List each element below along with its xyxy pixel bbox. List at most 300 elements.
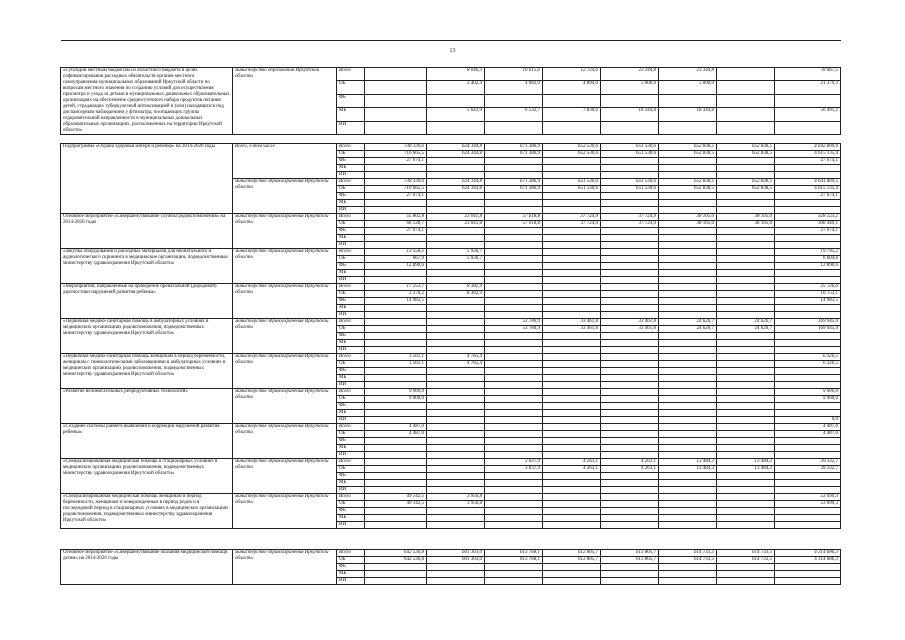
year-value-cell [717, 298, 775, 305]
funding-source-cell: МБ [337, 340, 365, 347]
year-value-cell: 3 837,9 [485, 459, 543, 466]
year-value-cell [365, 438, 427, 445]
year-value-cell [543, 389, 601, 396]
year-value-cell [717, 508, 775, 515]
year-value-cell [427, 459, 485, 466]
year-value-cell [365, 326, 427, 333]
year-value-cell [659, 452, 717, 459]
total-value-cell: 25 736,6 [775, 284, 841, 291]
year-value-cell [427, 319, 485, 326]
year-value-cell [427, 368, 485, 375]
year-value-cell [717, 480, 775, 487]
funding-source-cell: ИИ [337, 172, 365, 179]
year-value-cell [601, 207, 659, 214]
year-value-cell [717, 361, 775, 368]
year-value-cell [717, 249, 775, 256]
year-value-cell [659, 375, 717, 382]
executor-cell: министерство здравоохранения Иркутской области [233, 319, 337, 354]
year-value-cell [427, 263, 485, 270]
year-value-cell [717, 277, 775, 284]
measure-name-cell: Подпрограмма «Охрана здоровья матери и ребенка» на 2014-2020 годы [61, 144, 233, 214]
year-value-cell [485, 333, 543, 340]
funding-source-cell: ИИ [337, 382, 365, 389]
year-value-cell: 612 805,7 [543, 557, 601, 564]
year-value-cell [717, 473, 775, 480]
year-value-cell [485, 382, 543, 389]
year-value-cell [717, 270, 775, 277]
year-value-cell: 4 263,1 [601, 459, 659, 466]
year-value-cell [365, 564, 427, 571]
total-value-cell: 4 642 809,9 [775, 144, 841, 151]
total-value-cell [775, 172, 841, 179]
year-value-cell [365, 305, 427, 312]
funding-source-cell: ОБ [337, 361, 365, 368]
year-value-cell [659, 242, 717, 249]
executor-cell: министерство здравоохранения Иркутской области [233, 214, 337, 249]
year-value-cell: 24 620,7 [717, 326, 775, 333]
year-value-cell [543, 571, 601, 578]
year-value-cell [717, 347, 775, 354]
year-value-cell: 13 484,3 [659, 459, 717, 466]
total-value-cell [775, 347, 841, 354]
year-value-cell [717, 494, 775, 501]
total-value-cell: 39 332,7 [775, 459, 841, 466]
year-value-cell [485, 298, 543, 305]
year-value-cell: 624 344,8 [427, 151, 485, 158]
total-value-cell: 9 900,0 [775, 389, 841, 396]
year-value-cell [601, 284, 659, 291]
year-value-cell [543, 242, 601, 249]
year-value-cell [659, 431, 717, 438]
funding-source-cell: МБ [337, 571, 365, 578]
year-value-cell: 651 530,6 [601, 179, 659, 186]
year-value-cell [427, 452, 485, 459]
year-value-cell [659, 417, 717, 424]
year-value-cell [427, 312, 485, 319]
year-value-cell [659, 424, 717, 431]
year-value-cell: 23 041,8 [427, 221, 485, 228]
year-value-cell [485, 172, 543, 179]
year-value-cell: 1 561,1 [365, 361, 427, 368]
year-value-cell [717, 501, 775, 508]
budget-table [60, 40, 841, 585]
year-value-cell: 13 484,3 [659, 466, 717, 473]
year-value-cell [717, 263, 775, 270]
year-value-cell [485, 121, 543, 134]
total-value-cell [775, 200, 841, 207]
year-value-cell [601, 158, 659, 165]
year-value-cell: 710 665,5 [365, 186, 427, 193]
funding-source-cell: Всего [337, 179, 365, 186]
year-value-cell: 12 890,6 [365, 263, 427, 270]
year-value-cell [485, 389, 543, 396]
year-value-cell: 601 303,0 [427, 550, 485, 557]
year-value-cell [601, 263, 659, 270]
year-value-cell [427, 333, 485, 340]
year-value-cell [601, 382, 659, 389]
measure-name-cell: «Первичная медико-санитарная помощь женщинам в период беременности, женщинам с гинекологическими заболеваниями в амбулаторных условиях в медицинских организациях родовспоможения, подведомственных министерству здравоохранения Иркутской области» [61, 354, 233, 389]
funding-source-cell: ИИ [337, 207, 365, 214]
total-value-cell [775, 333, 841, 340]
year-value-cell [717, 487, 775, 494]
year-value-cell [365, 277, 427, 284]
year-value-cell [485, 571, 543, 578]
total-value-cell [775, 277, 841, 284]
year-value-cell: 9 900,0 [365, 396, 427, 403]
year-value-cell [485, 305, 543, 312]
year-value-cell: 651 530,6 [543, 179, 601, 186]
year-value-cell: 3 837,9 [485, 466, 543, 473]
year-value-cell: 613 805,7 [601, 557, 659, 564]
year-value-cell: 37 724,9 [601, 214, 659, 221]
year-value-cell [601, 347, 659, 354]
year-value-cell [427, 172, 485, 179]
year-value-cell [427, 193, 485, 200]
year-value-cell [427, 277, 485, 284]
year-value-cell [543, 207, 601, 214]
year-value-cell [601, 298, 659, 305]
year-value-cell [543, 193, 601, 200]
year-value-cell [659, 340, 717, 347]
year-value-cell [659, 564, 717, 571]
year-value-cell [365, 417, 427, 424]
year-value-cell: 652 838,5 [717, 144, 775, 151]
year-value-cell [717, 172, 775, 179]
funding-source-cell: ОБ [337, 557, 365, 564]
year-value-cell [543, 284, 601, 291]
year-value-cell [659, 291, 717, 298]
year-value-cell: 624 344,8 [427, 144, 485, 151]
total-value-cell [775, 382, 841, 389]
total-value-cell [775, 445, 841, 452]
year-value-cell [543, 494, 601, 501]
total-value-cell [775, 242, 841, 249]
total-value-cell [775, 571, 841, 578]
year-value-cell: 17 253,7 [365, 284, 427, 291]
year-value-cell [717, 417, 775, 424]
year-value-cell [427, 326, 485, 333]
year-value-cell [543, 235, 601, 242]
year-value-cell [659, 228, 717, 235]
year-value-cell [601, 94, 659, 107]
year-value-cell: 652 838,5 [659, 179, 717, 186]
year-value-cell [427, 382, 485, 389]
year-value-cell [485, 403, 543, 410]
year-value-cell [543, 417, 601, 424]
total-value-cell: 4 487,0 [775, 431, 841, 438]
year-value-cell [485, 410, 543, 417]
year-value-cell [601, 312, 659, 319]
funding-source-cell: Всего [337, 459, 365, 466]
total-value-cell [775, 94, 841, 107]
year-value-cell: 12 724,6 [543, 68, 601, 81]
year-value-cell [485, 438, 543, 445]
year-value-cell [427, 340, 485, 347]
year-value-cell [365, 403, 427, 410]
funding-source-cell: ОБ [337, 256, 365, 263]
year-value-cell: 667,9 [365, 256, 427, 263]
year-value-cell [427, 396, 485, 403]
executor-cell: министерство здравоохранения Иркутской области [233, 179, 337, 214]
table-row [61, 459, 841, 466]
year-value-cell [485, 522, 543, 529]
year-value-cell [601, 333, 659, 340]
year-value-cell: 38 105,0 [717, 221, 775, 228]
year-value-cell [365, 382, 427, 389]
total-value-cell [775, 235, 841, 242]
year-value-cell: 9 900,0 [365, 389, 427, 396]
total-value-cell [775, 403, 841, 410]
year-value-cell [659, 480, 717, 487]
year-value-cell [659, 235, 717, 242]
year-value-cell [717, 578, 775, 585]
year-value-cell [601, 277, 659, 284]
total-value-cell: 169 945,9 [775, 326, 841, 333]
year-value-cell: 642 536,8 [365, 557, 427, 564]
year-value-cell [485, 235, 543, 242]
year-value-cell: 8 046,3 [427, 68, 485, 81]
year-value-cell [427, 417, 485, 424]
year-value-cell [543, 361, 601, 368]
funding-source-cell: МБ [337, 200, 365, 207]
funding-source-cell: ИИ [337, 578, 365, 585]
year-value-cell [717, 445, 775, 452]
year-value-cell [601, 564, 659, 571]
year-value-cell: 24 620,7 [659, 326, 717, 333]
year-value-cell: 738 339,6 [365, 144, 427, 151]
year-value-cell: 33 461,8 [601, 326, 659, 333]
year-value-cell [427, 480, 485, 487]
spacer-cell [61, 41, 841, 68]
year-value-cell: 27 674,1 [365, 193, 427, 200]
year-value-cell [601, 256, 659, 263]
year-value-cell [601, 291, 659, 298]
year-value-cell: 671 386,9 [485, 179, 543, 186]
year-value-cell [365, 473, 427, 480]
year-value-cell [717, 452, 775, 459]
year-value-cell: 23 344,8 [659, 68, 717, 81]
year-value-cell [427, 228, 485, 235]
year-value-cell [717, 382, 775, 389]
year-value-cell [543, 291, 601, 298]
year-value-cell: 18 344,8 [659, 108, 717, 121]
executor-cell: министерство здравоохранения Иркутской области [233, 550, 337, 585]
year-value-cell: 651 530,6 [601, 186, 659, 193]
funding-source-cell: ИИ [337, 312, 365, 319]
total-value-cell [775, 564, 841, 571]
year-value-cell: 651 530,6 [601, 144, 659, 151]
year-value-cell [365, 480, 427, 487]
year-value-cell: 23 344,8 [601, 68, 659, 81]
measure-name-cell: «Развитие вспомогательных репродуктивных технологий» [61, 389, 233, 424]
year-value-cell [659, 571, 717, 578]
year-value-cell: 27 674,1 [365, 158, 427, 165]
year-value-cell: 601 303,0 [427, 557, 485, 564]
year-value-cell [717, 108, 775, 121]
year-value-cell [659, 312, 717, 319]
year-value-cell [659, 249, 717, 256]
funding-source-cell: ОБ [337, 221, 365, 228]
year-value-cell: 614 733,5 [717, 557, 775, 564]
year-value-cell: 2 370,2 [365, 291, 427, 298]
year-value-cell: 4 263,1 [601, 466, 659, 473]
funding-source-cell: ОБ [337, 431, 365, 438]
year-value-cell: 13 484,3 [717, 459, 775, 466]
year-value-cell: 53 780,9 [485, 319, 543, 326]
year-value-cell [601, 571, 659, 578]
year-value-cell: 24 620,7 [659, 319, 717, 326]
year-value-cell [659, 522, 717, 529]
funding-source-cell: ФБ [337, 473, 365, 480]
total-value-cell: 39 332,7 [775, 466, 841, 473]
funding-source-cell: ОБ [337, 186, 365, 193]
year-value-cell [601, 172, 659, 179]
year-value-cell [543, 508, 601, 515]
year-value-cell [485, 165, 543, 172]
year-value-cell: 652 838,5 [659, 186, 717, 193]
year-value-cell [659, 200, 717, 207]
year-value-cell [365, 235, 427, 242]
measure-name-cell: «Субсидии местным бюджетам из областного бюджета в целях софинансирования расходных обязательств органов местного самоуправления муниципальных образований Иркутской области по вопросам местного значения по созданию условий для осуществления присмотра и ухода за детьми в муниципальных дошкольных образовательных организациях на обеспечение среднесуточного набора продуктов питания детей, страдающих туберкулезной интоксикацией и (или) находящихся под диспансерным наблюдением у фтизиатра, посещающих группы оздоровительной направленности в муниципальных дошкольных образовательных организациях, расположенных на территории Иркутской области» [61, 68, 233, 135]
year-value-cell [365, 487, 427, 494]
year-value-cell [659, 172, 717, 179]
year-value-cell: 57 618,8 [485, 221, 543, 228]
total-value-cell [775, 270, 841, 277]
year-value-cell [427, 235, 485, 242]
total-value-cell [775, 578, 841, 585]
year-value-cell [659, 333, 717, 340]
year-value-cell [601, 578, 659, 585]
year-value-cell [427, 571, 485, 578]
year-value-cell [717, 354, 775, 361]
funding-source-cell: ФБ [337, 94, 365, 107]
year-value-cell [543, 312, 601, 319]
year-value-cell [427, 522, 485, 529]
year-value-cell [427, 403, 485, 410]
year-value-cell [365, 94, 427, 107]
year-value-cell [543, 249, 601, 256]
year-value-cell [717, 68, 775, 81]
funding-source-cell: МБ [337, 445, 365, 452]
total-value-cell: 6 604,6 [775, 256, 841, 263]
year-value-cell [485, 193, 543, 200]
total-value-cell: 10 753,1 [775, 291, 841, 298]
year-value-cell [717, 284, 775, 291]
funding-source-cell: ОБ [337, 291, 365, 298]
year-value-cell [659, 487, 717, 494]
year-value-cell [601, 508, 659, 515]
total-value-cell [775, 207, 841, 214]
funding-source-cell: ФБ [337, 158, 365, 165]
funding-source-cell: ИИ [337, 487, 365, 494]
year-value-cell [427, 466, 485, 473]
year-value-cell [601, 305, 659, 312]
year-value-cell [365, 508, 427, 515]
year-value-cell [717, 94, 775, 107]
year-value-cell [659, 256, 717, 263]
year-value-cell: 8 382,9 [427, 284, 485, 291]
year-value-cell [485, 291, 543, 298]
year-value-cell [427, 347, 485, 354]
year-value-cell [717, 242, 775, 249]
year-value-cell [659, 270, 717, 277]
year-value-cell [659, 361, 717, 368]
year-value-cell: 651 530,6 [543, 186, 601, 193]
year-value-cell [485, 207, 543, 214]
funding-source-cell: МБ [337, 270, 365, 277]
year-value-cell: 614 733,5 [659, 550, 717, 557]
year-value-cell: 18 344,8 [601, 108, 659, 121]
year-value-cell [717, 158, 775, 165]
measure-name-cell: Основное мероприятие «Совершенствование оказания медицинской помощи детям» на 2014-2020 годы [61, 550, 233, 585]
funding-source-cell: ФБ [337, 228, 365, 235]
total-value-cell [775, 438, 841, 445]
total-value-cell: 169 945,9 [775, 319, 841, 326]
year-value-cell [543, 452, 601, 459]
year-value-cell: 68 128,7 [365, 221, 427, 228]
year-value-cell [485, 249, 543, 256]
executor-cell: министерство здравоохранения Иркутской области [233, 494, 337, 529]
year-value-cell [717, 121, 775, 134]
year-value-cell [543, 431, 601, 438]
year-value-cell [601, 193, 659, 200]
year-value-cell [427, 298, 485, 305]
year-value-cell [543, 256, 601, 263]
total-value-cell: 4 487,0 [775, 424, 841, 431]
year-value-cell [659, 347, 717, 354]
executor-cell: министерство здравоохранения Иркутской области [233, 284, 337, 319]
year-value-cell [485, 452, 543, 459]
year-value-cell [717, 515, 775, 522]
year-value-cell: 652 838,5 [717, 179, 775, 186]
funding-source-cell: ОБ [337, 326, 365, 333]
year-value-cell [659, 410, 717, 417]
year-value-cell [427, 121, 485, 134]
measure-name-cell: «Специализированная медицинская помощь женщинам в период беременности, женщинам и новорожденным в период родов и в послеродовой период в стационарных условиях в медицинских организациях родовспоможения, подведомственных министерству здравоохранения Иркутской области» [61, 494, 233, 529]
funding-source-cell: ИИ [337, 522, 365, 529]
total-value-cell [775, 165, 841, 172]
year-value-cell [543, 263, 601, 270]
year-value-cell [601, 438, 659, 445]
year-value-cell [659, 121, 717, 134]
year-value-cell: 57 618,8 [485, 214, 543, 221]
total-value-cell: 78 067,5 [775, 68, 841, 81]
measure-name-cell: «Первичная медико-санитарная помощь в амбулаторных условиях в медицинских организациях родовспоможения, подведомственных министерству здравоохранения Иркутской области» [61, 319, 233, 354]
total-value-cell: 27 674,1 [775, 158, 841, 165]
year-value-cell: 4 082,9 [485, 81, 543, 94]
year-value-cell: 671 386,9 [485, 186, 543, 193]
year-value-cell: 13 484,3 [717, 466, 775, 473]
year-value-cell [601, 249, 659, 256]
year-value-cell [601, 389, 659, 396]
total-value-cell: 14 983,5 [775, 298, 841, 305]
block-spacer [61, 135, 841, 144]
year-value-cell: 652 530,6 [543, 151, 601, 158]
funding-source-cell: ОБ [337, 151, 365, 158]
funding-source-cell: МБ [337, 410, 365, 417]
year-value-cell [365, 522, 427, 529]
year-value-cell [485, 368, 543, 375]
total-value-cell: 4 615 135,4 [775, 151, 841, 158]
year-value-cell [543, 121, 601, 134]
year-value-cell [543, 445, 601, 452]
year-value-cell [485, 473, 543, 480]
total-value-cell [775, 452, 841, 459]
year-value-cell [717, 165, 775, 172]
year-value-cell [659, 368, 717, 375]
year-value-cell [543, 382, 601, 389]
year-value-cell: 652 838,5 [659, 151, 717, 158]
